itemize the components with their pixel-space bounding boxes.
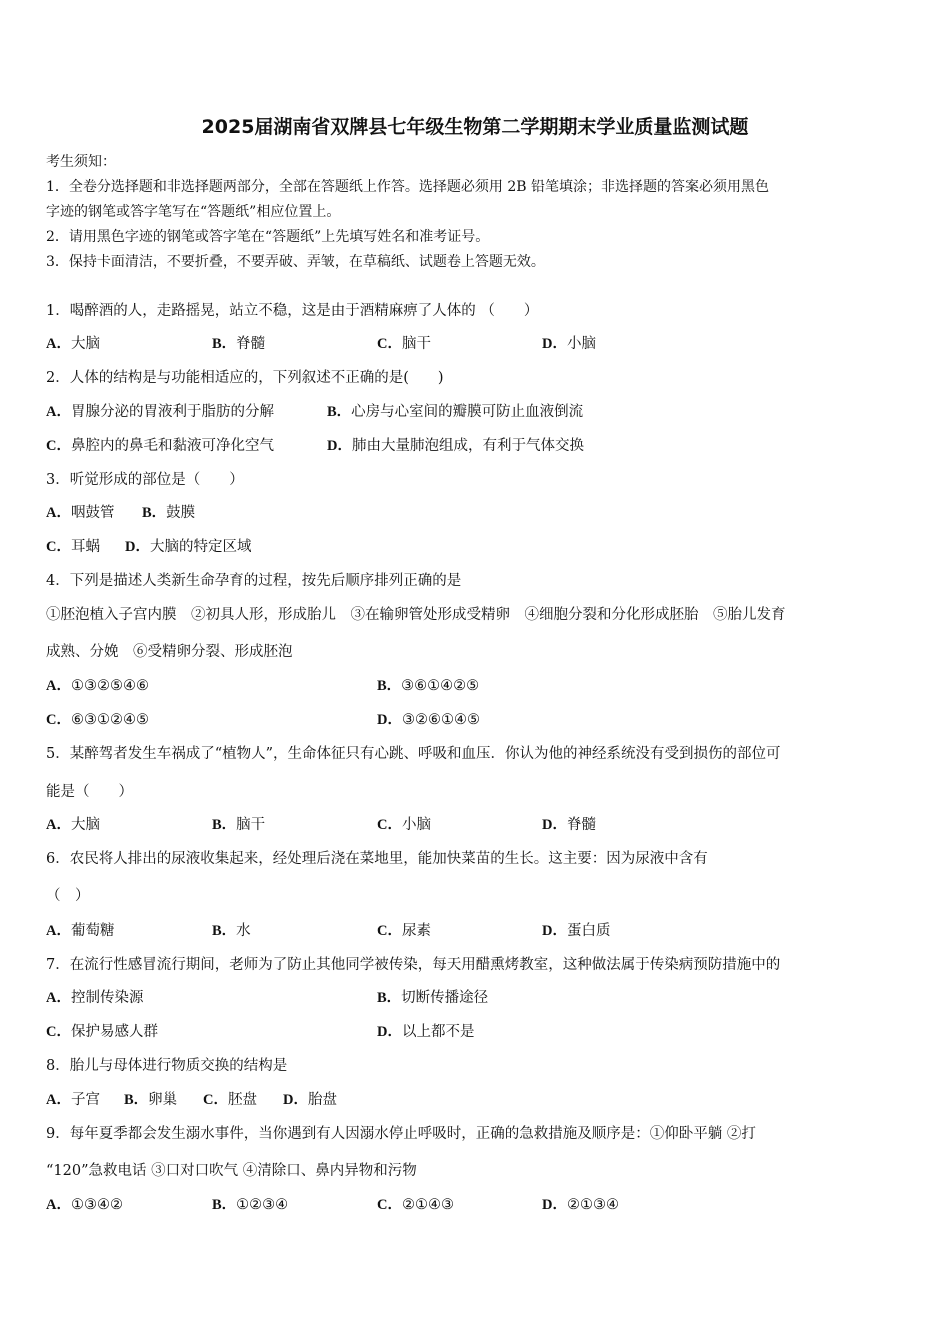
notice-line: 字迹的钢笔或答字笔写在“答题纸”相应位置上。 [46,204,341,220]
option-a: A．①③②⑤④⑥ [46,678,149,694]
question-stem: 1．喝醉酒的人，走路摇晃，站立不稳，这是由于酒精麻痹了人体的 （ ） [46,303,539,319]
question-stem: 8．胎儿与母体进行物质交换的结构是 [46,1058,288,1074]
question-stem: 能是（ ） [46,784,133,800]
option-c: C．②①④③ [377,1197,454,1213]
option-d: D．以上都不是 [377,1024,475,1040]
question-stem: 5．某醉驾者发生车祸成了“植物人”，生命体征只有心跳、呼吸和血压．你认为他的神经系统没有受到损伤的部位可 [46,746,781,762]
option-b: B．③⑥①④②⑤ [377,678,480,694]
option-a: A．大脑 [46,817,100,833]
option-d: D．蛋白质 [542,923,611,939]
option-d: D．小脑 [542,336,596,352]
question-stem: 7．在流行性感冒流行期间，老师为了防止其他同学被传染，每天用醋熏烤教室，这种做法属于传染病预防措施中的 [46,957,781,973]
option-c: C．小脑 [377,817,431,833]
option-d: D．肺由大量肺泡组成，有利于气体交换 [327,438,584,454]
option-a: A．控制传染源 [46,990,144,1006]
question-stem: 9．每年夏季都会发生溺水事件，当你遇到有人因溺水停止呼吸时，正确的急救措施及顺序是：①仰卧平躺 ②打 [46,1126,756,1142]
option-a: A．胃腺分泌的胃液利于脂肪的分解 [46,404,274,420]
question-stem: 2．人体的结构是与功能相适应的，下列叙述不正确的是( ) [46,370,444,386]
notice-heading: 考生须知： [46,154,116,170]
notice-line: 2．请用黑色字迹的钢笔或答字笔在“答题纸”上先填写姓名和准考证号。 [46,229,490,245]
option-b: B．卵巢 [124,1092,178,1108]
question-stem: ①胚泡植入子宫内膜 ②初具人形，形成胎儿 ③在输卵管处形成受精卵 ④细胞分裂和分化形成胚胎 ⑤胎儿发育 [46,607,786,623]
option-d: D．脊髓 [542,817,596,833]
notice-line: 3．保持卡面清洁，不要折叠，不要弄破、弄皱，在草稿纸、试题卷上答题无效。 [46,254,545,270]
option-a: A．子宫 [46,1092,100,1108]
option-b: B．脑干 [212,817,266,833]
option-b: B．心房与心室间的瓣膜可防止血液倒流 [327,404,584,420]
option-b: B．①②③④ [212,1197,289,1213]
option-c: C．耳蜗 [46,539,100,555]
option-a: A．①③④② [46,1197,123,1213]
option-a: A．大脑 [46,336,100,352]
option-a: A．葡萄糖 [46,923,115,939]
option-d: D．②①③④ [542,1197,619,1213]
option-b: B．脊髓 [212,336,266,352]
option-c: C．胚盘 [203,1092,257,1108]
question-stem: （ ） [46,888,90,904]
option-d: D．胎盘 [283,1092,337,1108]
question-stem: 成熟、分娩 ⑥受精卵分裂、形成胚泡 [46,644,293,660]
option-c: C．保护易感人群 [46,1024,158,1040]
notice-line: 1．全卷分选择题和非选择题两部分，全部在答题纸上作答。选择题必须用 2B 铅笔填涂；非选择题的答案必须用黑色 [46,179,769,195]
option-b: B．水 [212,923,251,939]
question-stem: 6．农民将人排出的尿液收集起来，经处理后浇在菜地里，能加快菜苗的生长。这主要：因为尿液中含有 [46,851,708,867]
question-stem: 4．下列是描述人类新生命孕育的过程，按先后顺序排列正确的是 [46,573,462,589]
option-b: B．鼓膜 [142,505,196,521]
question-stem: “120”急救电话 ③口对口吹气 ④清除口、鼻内异物和污物 [46,1163,417,1179]
option-c: C．⑥③①②④⑤ [46,712,149,728]
question-stem: 3．听觉形成的部位是（ ） [46,472,244,488]
option-d: D．大脑的特定区域 [125,539,252,555]
option-c: C．鼻腔内的鼻毛和黏液可净化空气 [46,438,274,454]
exam-title: 2025届湖南省双牌县七年级生物第二学期期末学业质量监测试题 [201,116,749,138]
option-a: A．咽鼓管 [46,505,115,521]
option-d: D．③②⑥①④⑤ [377,712,480,728]
option-c: C．尿素 [377,923,431,939]
option-c: C．脑干 [377,336,431,352]
option-b: B．切断传播途径 [377,990,489,1006]
